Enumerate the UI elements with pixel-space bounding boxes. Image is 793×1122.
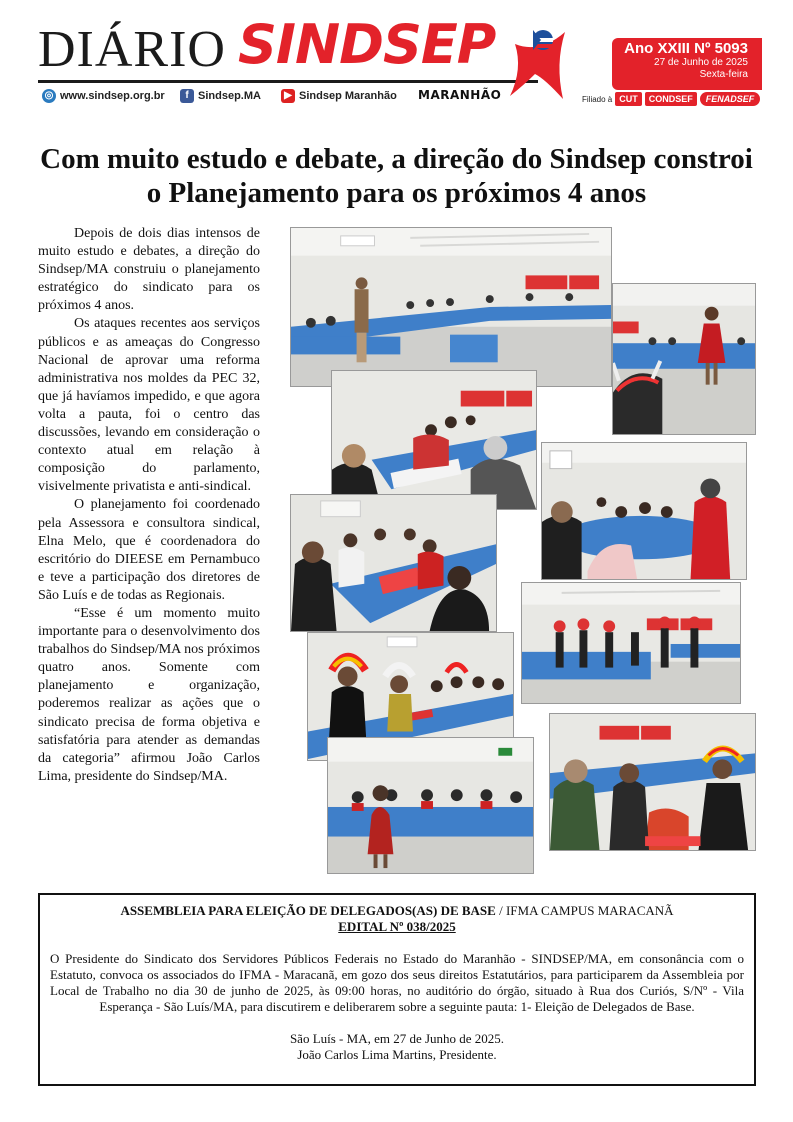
- youtube-link[interactable]: [281, 89, 397, 103]
- facebook-icon: f: [180, 89, 194, 103]
- photo-speaker-u-table: [327, 737, 534, 874]
- header-rule: [38, 80, 538, 83]
- facebook-link[interactable]: [180, 89, 261, 103]
- notice-title-suffix: / IFMA CAMPUS MARACANÃ: [495, 903, 674, 918]
- globe-icon: ◎: [42, 89, 56, 103]
- article-paragraph-1: Depois de dois dias intensos de muito estudo e debates, a direção do Sindsep/MA construiu o planejamento estratégico do sindicato para os próximos 4 anos.: [38, 226, 260, 314]
- facebook-text: Sindsep.MA: [198, 90, 261, 102]
- photo-group-left: [290, 494, 497, 632]
- fenadsef-logo: FENADSEF: [700, 92, 761, 106]
- affiliated-label: Filiado à: [582, 94, 613, 104]
- headline: Com muito estudo e debate, a direção do Sindsep constroi o Planejamento para os próximos 4 anos: [40, 143, 753, 209]
- affiliations: [582, 92, 760, 106]
- article-paragraph-4: “Esse é um momento muito importante para o desenvolvimento dos trabalhos do Sindsep/MA nos próximos quatro anos. Somente com planejamento e organização, poderemos realizar as ações que o sindicato precisa de forma objetiva e satisfatória para atender as demandas da categoria” afirmou João Carlos Lima, presidente do Sindsep/MA.: [38, 605, 260, 784]
- sindsep-star-logo-icon: [505, 24, 575, 102]
- notice-signature: João Carlos Lima Martins, Presidente.: [297, 1047, 497, 1062]
- notice-edital: EDITAL Nº 038/2025: [338, 919, 456, 934]
- notice-place-date: São Luís - MA, em 27 de Junho de 2025.: [289, 1031, 505, 1046]
- issue-number: Ano XXIII Nº 5093: [624, 40, 748, 57]
- assembly-notice: [38, 893, 756, 1086]
- article-body: [38, 225, 260, 786]
- website-link[interactable]: [42, 89, 165, 103]
- article-paragraph-2: Os ataques recentes aos serviços públicos e as ameaças do Congresso Nacional de aprovar uma reforma administrativa nos moldes da PEC 32, que já havíamos impedido, e que agora volta a pauta, foi o centro das discussões, levando em consideração o contexto atual em relação à composição do parlamento, visivelmente privatista e anti-sindical.: [38, 316, 260, 495]
- youtube-text: Sindsep Maranhão: [299, 90, 397, 102]
- notice-title-line: [40, 903, 754, 919]
- condsef-logo: CONDSEF: [645, 92, 697, 106]
- masthead-sindsep: SINDSEP: [238, 13, 496, 76]
- photo-table-discussion: [331, 370, 537, 510]
- issue-weekday: Sexta-feira: [699, 69, 748, 80]
- website-text: www.sindsep.org.br: [60, 90, 165, 102]
- photo-delegates-conversation: [549, 713, 756, 851]
- masthead-maranhao: MARANHÃO: [418, 88, 502, 102]
- photo-hall-performance: [521, 582, 741, 704]
- article-paragraph-3: O planejamento foi coordenado pela Assessora e consultora sindical, Elna Melo, que é coordenadora do escritório do DIEESE em Pernambuco e teve a participação dos diretores de São Luís e de todas as Regionais.: [38, 497, 260, 603]
- photo-round-table: [541, 442, 747, 580]
- masthead-diario: DIÁRIO: [38, 21, 226, 78]
- issue-box: [612, 38, 762, 90]
- notice-body: O Presidente do Sindicato dos Servidores Públicos Federais no Estado do Maranhão - SINDSEP/MA, em consonância com o Estatuto, convoca os associados do IFMA - Maracanã, em gozo dos seus direitos Estatutários, para participarem da Assembleia por Local de Trabalho no dia 30 de junho de 2025, às 09:00 horas, no auditório do órgão, situado à Rua dos Curiós, S/Nº - Vila Esperança - São Luís/MA, para discutirem e deliberarem sobre a seguinte pauta: 1- Eleição de Delegados de Base.: [50, 951, 744, 1014]
- photo-woman-red-dress: [612, 283, 756, 435]
- youtube-icon: ▶: [281, 89, 295, 103]
- notice-title: ASSEMBLEIA PARA ELEIÇÃO DE DELEGADOS(AS) DE BASE: [120, 903, 496, 918]
- issue-date: 27 de Junho de 2025: [654, 57, 748, 68]
- cut-logo: CUT: [615, 92, 642, 106]
- photo-auditorium-wide: [290, 227, 612, 387]
